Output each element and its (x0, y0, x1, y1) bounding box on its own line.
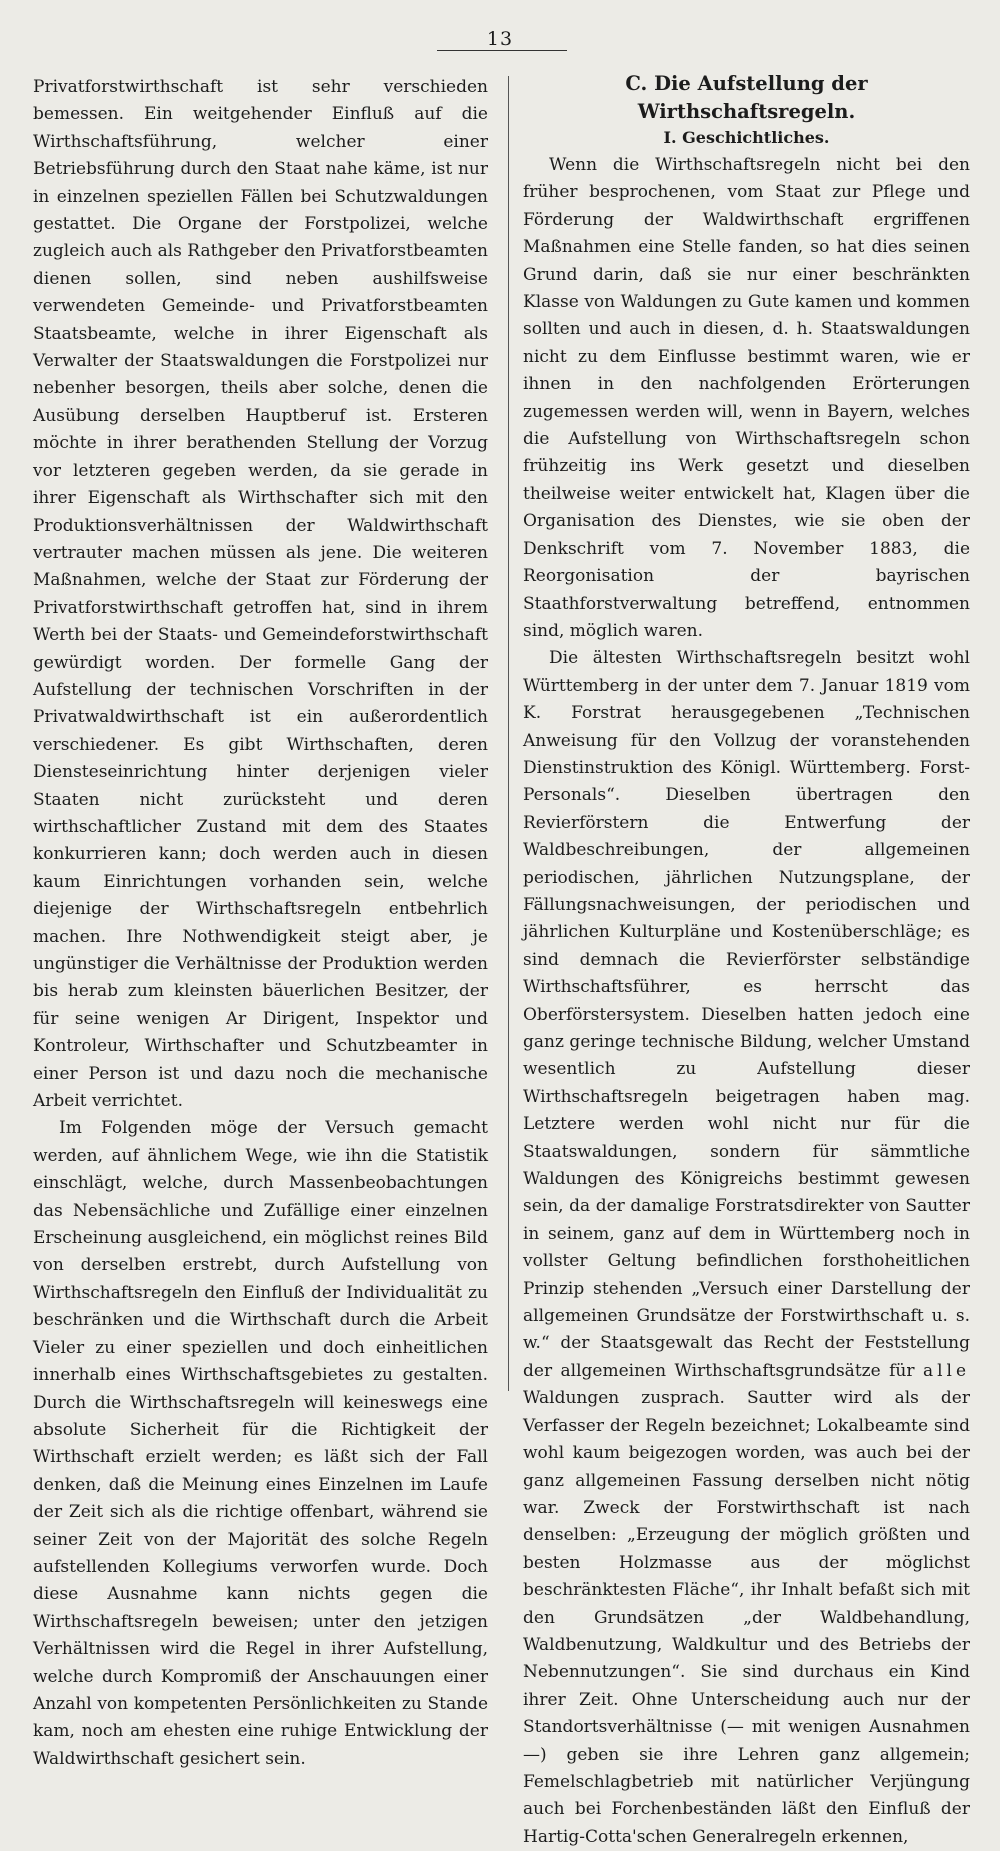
paragraph (523, 645, 970, 1851)
paragraph-text: Waldungen zusprach. Sautter wird als der Verfasser der Regeln bezeichnet; Lokalbeamte sind wohl kaum beigezogen worden, was auch bei der ganz allgemeinen Fassung derselben nicht nötig war. Zweck der Forstwirthschaft ist nach denselben: „Erzeugung der möglich größten und besten Holzmasse aus der möglichst beschränktesten Fläche“, ihr Inhalt befaßt sich mit den Grundsätzen „der Waldbehandlung, Waldbenutzung, Waldkultur und des Betriebs der Nebennutzungen“. Sie sind durchaus ein Kind ihrer Zeit. Ohne Unterscheidung auch nur der Standortsverhältnisse (— mit wenigen Ausnahmen —) geben sie ihre Lehren ganz allgemein; Femelschlagbetrieb mit natürlicher Verjüngung auch bei Forchenbeständen läßt den Einfluß der Hartig-Cotta'schen Generalregeln erkennen, (523, 1388, 970, 1847)
paragraph: Im Folgenden möge der Versuch gemacht werden, auf ähnlichem Wege, wie ihn die Statistik einschlägt, welche, durch Massenbeobachtungen das Nebensächliche und Zufällige einer einzelnen Erscheinung ausgleichend, ein möglichst reines Bild von derselben erstrebt, durch Aufstellung von Wirthschaftsregeln den Einfluß der Individualität zu beschränken und die Wirthschaft durch die Arbeit Vieler zu einer speziellen und doch einheitlichen innerhalb eines Wirthschaftsgebietes zu gestalten. Durch die Wirthschaftsregeln will keineswegs eine absolute Sicherheit für die Richtigkeit der Wirthschaft erzielt werden; es läßt sich der Fall denken, daß die Meinung eines Einzelnen im Laufe der Zeit sich als die richtige offenbart, während sie seiner Zeit von der Majorität des solche Regeln aufstellenden Kollegiums verworfen wurde. Doch diese Ausnahme kann nichts gegen die Wirthschaftsregeln beweisen; unter den jetzigen Verhältnissen wird die Regel in ihrer Aufstellung, welche durch Kompromiß der Anschauungen einer Anzahl von kompetenten Persönlichkeiten zu Stande kam, noch am ehesten eine ruhige Entwicklung der Waldwirthschaft gesichert sein. (33, 1118, 488, 1769)
column-divider (508, 76, 509, 1391)
paragraph: Privatforstwirthschaft ist sehr verschieden bemessen. Ein weitgehender Einfluß auf die Wirthschaftsführung, welcher einer Betriebsführung durch den Staat nahe käme, ist nur in einzelnen speziellen Fällen bei Schutzwaldungen gestattet. Die Organe der Forstpolizei, welche zugleich auch als Rathgeber den Privatforstbeamten dienen sollen, sind neben aushilfsweise verwendeten Gemeinde- und Privatforstbeamten Staatsbeamte, welche in ihrer Eigenschaft als Verwalter der Staatswaldungen die Forstpolizei nur nebenher besorgen, theils aber solche, denen die Ausübung derselben Hauptberuf ist. Ersteren möchte in ihrer berathenden Stellung der Vorzug vor letzteren gegeben werden, da sie gerade in ihrer Eigenschaft als Wirthschafter sich mit den Produktionsverhältnissen der Waldwirthschaft vertrauter machen müssen als jene. Die weiteren Maßnahmen, welche der Staat zur Förderung der Privatforstwirthschaft getroffen hat, sind in ihrem Werth bei der Staats- und Gemeindeforstwirthschaft gewürdigt worden. Der formelle Gang der Aufstellung der technischen Vorschriften in der Privatwaldwirthschaft ist ein außerordentlich verschiedener. Es gibt Wirthschaften, deren Diensteseinrichtung hinter derjenigen vieler Staaten nicht zurücksteht und deren wirthschaftlicher Zustand mit dem des Staates konkurrieren kann; doch werden auch in diesen kaum Einrichtungen vorhanden sein, welche diejenige der Wirthschaftsregeln entbehrlich machen. Ihre Nothwendigkeit steigt aber, je ungünstiger die Verhältnisse der Produktion werden bis herab zum kleinsten bäuerlichen Besitzer, der für seine wenigen Ar Dirigent, Inspektor und Kontroleur, Wirthschafter und Schutzbeamter in einer Person ist und dazu noch die mechanische Arbeit verrichtet. (33, 77, 488, 1112)
page-number: 13 (486, 28, 514, 50)
spaced-emphasis: alle (922, 1360, 971, 1381)
subsection-heading: I. Geschichtliches. (663, 128, 830, 147)
right-column (523, 70, 970, 1851)
paragraph-text: Die ältesten Wirthschaftsregeln besitzt wohl Württemberg in der unter dem 7. Januar 1819 vom K. Forstrat herausgegebenen „Technischen Anweisung für den Vollzug der voranstehenden Dienstinstruktion des Königl. Württemberg. Forst-Personals“. Dieselben übertragen den Revierförstern die Entwerfung der Waldbeschreibungen, der allgemeinen periodischen, jährlichen Nutzungsplane, der Fällungsnachweisungen, der periodischen und jährlichen Kulturpläne und Kostenüberschläge; es sind demnach die Revierförster selbständige Wirthschaftsführer, es herrscht das Oberförstersystem. Dieselben hatten jedoch eine ganz geringe technische Bildung, welcher Umstand wesentlich zu Aufstellung dieser Wirthschaftsregeln beigetragen haben mag. Letztere werden wohl nicht nur für die Staatswaldungen, sondern für sämmtliche Waldungen des Königreichs bestimmt gewesen sein, da der damalige Forstratsdirekter von Sautter in seinem, ganz auf dem in Württemberg noch in vollster Geltung befindlichen forsthoheitlichen Prinzip stehenden „Versuch einer Darstellung der allgemeinen Grundsätze der Forstwirthschaft u. s. w.“ der Staatsgewalt das Recht der Feststellung der allgemeinen Wirthschaftsgrundsätze für (523, 648, 970, 1381)
header-rule (437, 50, 567, 51)
left-column (33, 74, 488, 1773)
paragraph: Wenn die Wirthschaftsregeln nicht bei den früher besprochenen, vom Staat zur Pflege und Förderung der Waldwirthschaft ergriffenen Maßnahmen eine Stelle fanden, so hat dies seinen Grund darin, daß sie nur einer beschränkten Klasse von Waldungen zu Gute kamen und kommen sollten und auch in diesen, d. h. Staatswaldungen nicht zu dem Einflusse bestimmt waren, wie er ihnen in den nachfolgenden Erörterungen zugemessen werden will, wenn in Bayern, welches die Aufstellung von Wirthschaftsregeln schon frühzeitig ins Werk gesetzt und dieselben theilweise weiter entwickelt hat, Klagen über die Organisation des Dienstes, wie sie oben der Denkschrift vom 7. November 1883, die Reorgonisation der bayrischen Staathforstverwaltung betreffend, entnommen sind, möglich waren. (523, 155, 970, 641)
section-heading: C. Die Aufstellung der Wirthschaftsregeln. (625, 72, 868, 123)
